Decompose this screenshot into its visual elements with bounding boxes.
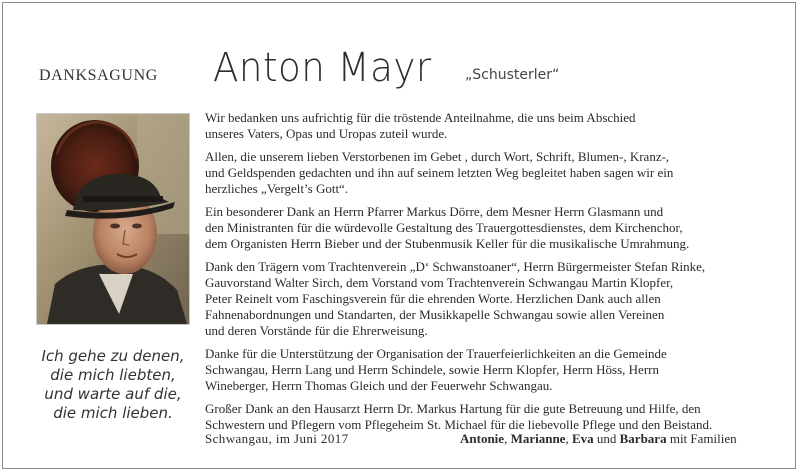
text-line: Peter Reinelt vom Faschingsverein für die ehrenden Worte. Herzlichen Dank auch allen (205, 291, 661, 306)
text-line: und Geldspenden gedachten und ihn auf seinem letzten Weg begleitet haben sagen wir ein (205, 165, 674, 180)
text-line: Großer Dank an den Hausarzt Herrn Dr. Markus Hartung für die gute Betreuung und Hilfe, den (205, 401, 701, 416)
separator: , (504, 431, 511, 446)
family-name: Eva (571, 431, 594, 446)
portrait-photo (36, 113, 190, 325)
text-line: Wir bedanken uns aufrichtig für die tröstende Anteilnahme, die uns beim Abschied (205, 110, 636, 125)
family-name: Marianne (510, 431, 566, 446)
paragraph-thanks-associations (205, 259, 785, 339)
thanks-text (205, 110, 785, 440)
paragraph-thanks-general (205, 110, 785, 142)
text-line: den Ministranten für die würdevolle Gestaltung des Trauergottesdienstes, dem Kirchenchor, (205, 220, 683, 235)
text-line: dem Organisten Herrn Bieber und der Stubenmusik Keller für die musikalische Umrahmung. (205, 236, 690, 251)
family-name: Barbara (619, 431, 667, 446)
text-line: Gauvorstand Walter Sirch, dem Vorstand vom Trachtenverein Schwangau Martin Klopfer, (205, 275, 674, 290)
place-date: Schwangau, im Juni 2017 (205, 431, 349, 446)
family-name: Antonie (460, 431, 505, 446)
text-line: Wineberger, Herrn Thomas Gleich und der Feuerwehr Schwangau. (205, 378, 553, 393)
text-line: Allen, die unserem lieben Verstorbenen im Gebet , durch Wort, Schrift, Blumen-, Kranz-, (205, 149, 670, 164)
deceased-name: Anton Mayr (213, 45, 432, 91)
text-line: Fahnenabordnungen und Standarten, der Musikkapelle Schwangau sowie allen Vereinen (205, 307, 665, 322)
text-line: unseres Vaters, Opas und Uropas zuteil wurde. (205, 126, 448, 141)
paragraph-thanks-care (205, 401, 785, 433)
paragraph-thanks-organisation (205, 346, 785, 394)
obituary-card (2, 2, 796, 469)
separator: , (565, 431, 572, 446)
memorial-quote (23, 347, 203, 423)
text-line: Ein besonderer Dank an Herrn Pfarrer Markus Dörre, dem Mesner Herrn Glasmann und (205, 204, 664, 219)
quote-line: die mich liebten, (50, 366, 176, 384)
nickname: „Schusterler“ (465, 67, 560, 83)
paragraph-thanks-all (205, 149, 785, 197)
text-line: Dank den Trägern vom Trachtenverein „D‘ Schwanstoaner“, Herrn Bürgermeister Stefan Rinke, (205, 259, 706, 274)
text-line: Schwangau, Herrn Lang und Herrn Schindele, sowie Herrn Klopfer, Herrn Höss, Herrn (205, 362, 659, 377)
paragraph-thanks-clergy (205, 204, 785, 252)
separator: und (593, 431, 620, 446)
quote-line: die mich lieben. (53, 404, 173, 422)
text-line: und deren Vorstände für die Ehrerweisung. (205, 323, 428, 338)
text-line: Danke für die Unterstützung der Organisation der Trauerfeierlichkeiten an die Gemeinde (205, 346, 667, 361)
text-line: herzliches „Vergelt’s Gott“. (205, 181, 349, 196)
signature-suffix: mit Familien (666, 431, 737, 446)
quote-line: Ich gehe zu denen, (41, 347, 185, 365)
text-line: Schwestern und Pflegern vom Pflegeheim St. Michael für die liebevolle Pflege und den Beistand. (205, 417, 713, 432)
family-signature (460, 431, 737, 447)
quote-line: und warte auf die, (44, 385, 182, 403)
heading-label: DANKSAGUNG (39, 67, 158, 84)
